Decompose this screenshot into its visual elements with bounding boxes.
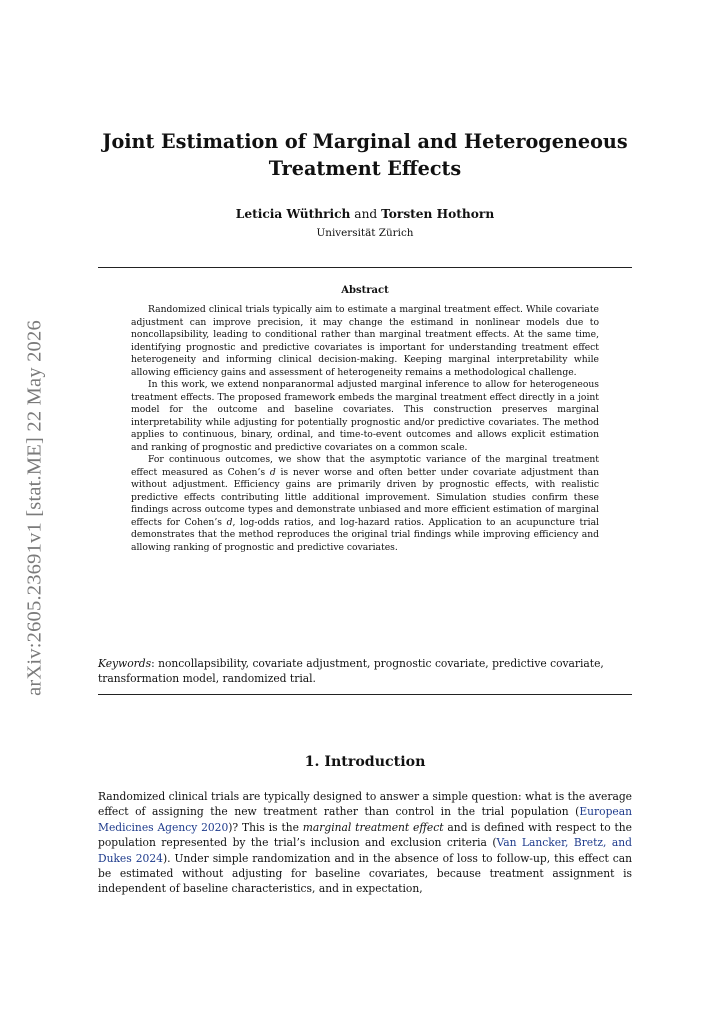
arxiv-sidebar-stamp [22, 283, 48, 733]
author-list [98, 207, 632, 221]
author-name: Leticia Wüthrich [235, 207, 351, 221]
introduction-paragraph [98, 789, 632, 897]
intro-text: and is defined with respect to the population represented by the trial’s inclusion and exclusion criteria ( [98, 820, 632, 850]
keywords-text: : noncollapsibility, covariate adjustment, prognostic covariate, predictive covariate, transformation model, randomized trial. [98, 657, 604, 685]
keywords-label: Keywords [98, 657, 152, 670]
intro-text: ). Under simple randomization and in the absence of loss to follow-up, this effect can be estimated without adjusting for baseline covariates, because treatment assignment is independent of baseline characteristics, and in expectation, [98, 851, 632, 896]
abstract-text: , log-odds ratios, and log-hazard ratios. Application to an acupuncture trial demonstrates that the method reproduces the original trial findings while improving efficiency and allowing ranking of prognostic and predictive covariates. [131, 516, 599, 553]
intro-text: Randomized clinical trials are typically designed to answer a simple question: what is the average effect of assigning the new treatment rather than control in the trial population ( [98, 790, 632, 819]
citation-link[interactable]: European Medicines Agency 2020 [98, 805, 632, 834]
bottom-divider [98, 694, 632, 695]
intro-text: )? This is the [228, 820, 303, 834]
affiliation: Universität Zürich [316, 227, 414, 239]
arxiv-identifier: arXiv:2605.23691v1 [stat.ME] 22 May 2026 [23, 320, 46, 696]
intro-emphasis: marginal treatment effect [302, 820, 444, 834]
abstract-text: is never worse and often better under covariate adjustment than without adjustment. Efficiency gains are primarily driven by prognostic effects, with realistic predictive effects contributing little additional improvement. Simulation studies confirm these findings across outcome types and demonstrate unbiased and more efficient estimation of marginal effects for Cohen’s [131, 466, 599, 528]
abstract-text: For continuous outcomes, we show that the asymptotic variance of the marginal treatment effect measured as Cohen’s [131, 454, 599, 478]
abstract-paragraph: In this work, we extend nonparanormal adjusted marginal inference to allow for heterogeneous treatment effects. The proposed framework embeds the marginal treatment effect directly in a joint model for the outcome and baseline covariates. This construction preserves marginal interpretability while adjusting for potentially prognostic and/or predictive covariates. The method applies to continuous, binary, ordinal, and time-to-event outcomes and allows explicit estimation and ranking of prognostic and predictive covariates on a common scale. [131, 379, 599, 453]
top-divider [98, 267, 632, 268]
math-symbol-d: d [269, 466, 276, 478]
author-conjunction: and [354, 207, 378, 221]
paper-title [98, 128, 632, 182]
keywords [98, 656, 632, 686]
title-line-1: Joint Estimation of Marginal and Heterogeneous [102, 130, 628, 153]
abstract-paragraph [131, 454, 599, 554]
abstract-heading: Abstract [341, 285, 389, 296]
abstract-body [131, 304, 599, 554]
citation-link[interactable]: Van Lancker, Bretz, and Dukes 2024 [98, 836, 632, 865]
title-line-2: Treatment Effects [268, 157, 462, 180]
abstract-paragraph: Randomized clinical trials typically aim to estimate a marginal treatment effect. While covariate adjustment can improve precision, it may change the estimand in nonlinear models due to noncollapsibility, leading to conditional rather than marginal treatment effects. At the same time, identifying prognostic and predictive covariates is important for understanding treatment effect heterogeneity and informing clinical decision-making. Keeping marginal interpretability while allowing efficiency gains and assessment of heterogeneity remains a methodological challenge. [131, 304, 599, 378]
author-name: Torsten Hothorn [381, 207, 495, 221]
math-symbol-d: d [226, 516, 233, 528]
section-heading-introduction: 1. Introduction [304, 754, 426, 770]
